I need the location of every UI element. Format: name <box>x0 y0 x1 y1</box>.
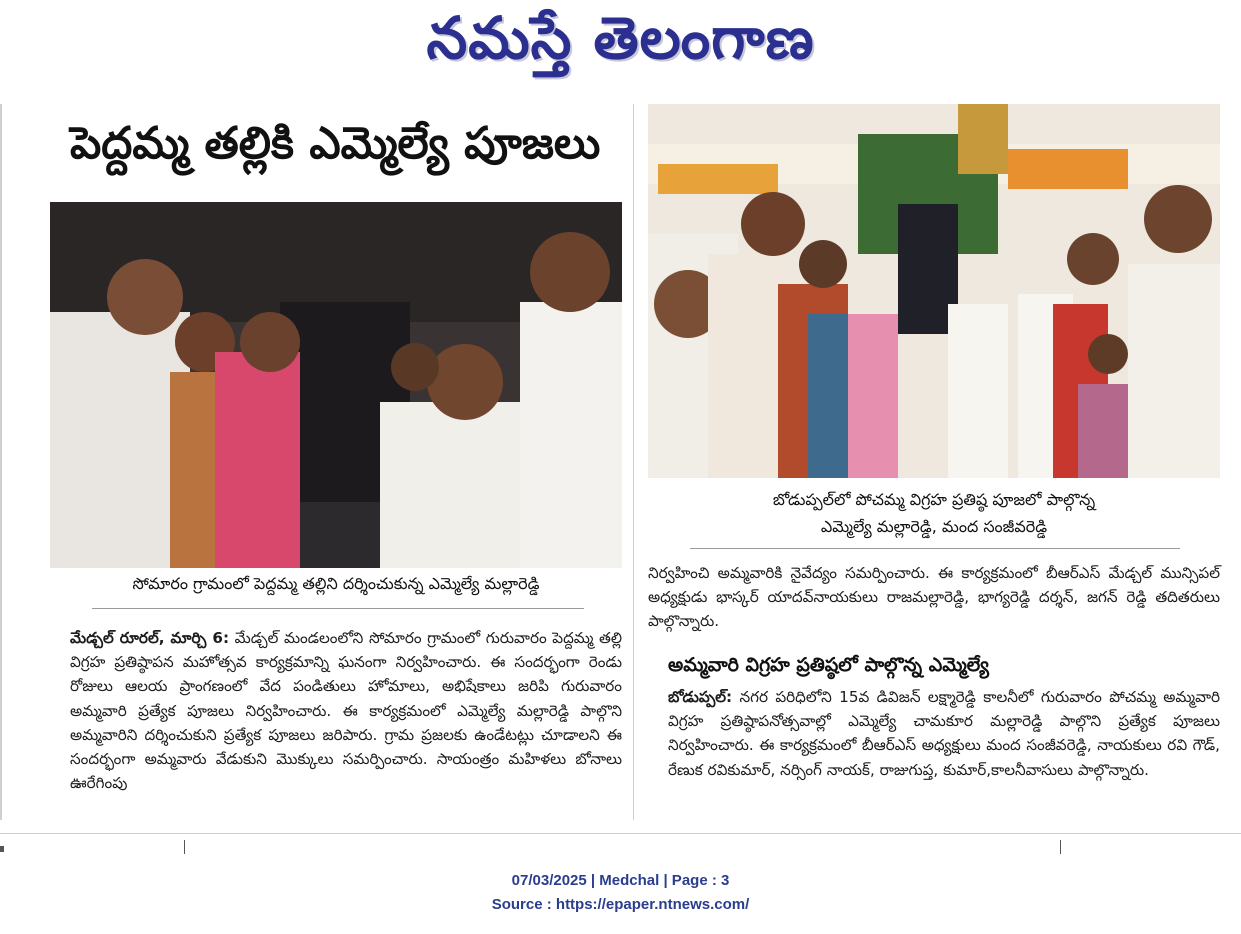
newspaper-logo: నమస్తే తెలంగాణ <box>426 4 815 72</box>
right-continuation-text: నిర్వహించి అమ్మవారికి నైవేద్యం సమర్పించారు. ఈ కార్యక్రమంలో బీఆర్ఎస్ మేడ్చల్ మున్సిపల్ అధ్యక్షుడు భాస్కర్ యాదవ్‌నాయకులు రాజమల్లారెడ్డి, భాగ్యరెడ్డి దర్శన్, జగన్ రెడ్డి తదితరులు పాల్గొన్నారు. <box>648 564 1220 631</box>
right-article-body <box>668 685 1220 782</box>
masthead <box>0 0 1241 96</box>
bottom-fragment-mid-rule <box>184 840 185 854</box>
left-article-body <box>70 626 622 795</box>
left-photo-caption: సోమారం గ్రామంలో పెద్దమ్మ తల్లిని దర్శించుకున్న ఎమ్మెల్యే మల్లారెడ్డి <box>132 574 540 593</box>
right-dateline: బోడుప్పల్: <box>668 688 733 706</box>
bottom-fragment-left <box>0 846 4 852</box>
footer-source-line: Source : https://epaper.ntnews.com/ <box>491 896 750 913</box>
right-body-text: నగర పరిధిలోని 15వ డివిజన్ లక్ష్మారెడ్డి కాలనీలో గురువారం పోచమ్మ అమ్మవారి విగ్రహ ప్రతిష్ఠాపనోత్సవాల్లో ఎమ్మెల్యే చామకూర మల్లారెడ్డి పాల్గొని ప్రత్యేక పూజలు నిర్వహించారు. ఈ కార్యక్రమంలో బీఆర్ఎస్ అధ్యక్షులు మంద సంజీవరెడ్డి, నాయకులు రవి గౌడ్, రేణుక రవికుమార్, నర్సింగ్ నాయక్, రాజుగుప్త, కుమార్,కాలనీవాసులు పాల్గొన్నారు. <box>668 688 1220 779</box>
left-headline: పెద్దమ్మ తల్లికి ఎమ్మెల్యే పూజలు <box>70 118 601 169</box>
bottom-rule <box>0 833 1241 834</box>
footer-date-line: 07/03/2025 | Medchal | Page : 3 <box>511 872 730 889</box>
left-dateline: మేడ్చల్ రూరల్, మార్చి 6: <box>70 629 230 647</box>
left-caption-rule <box>92 608 584 609</box>
left-article-photo <box>50 202 622 568</box>
right-caption-line-1: బోడుప్పల్‌లో పోచమ్మ విగ్రహ ప్రతిష్ఠ పూజలో పాల్గొన్న <box>772 490 1096 509</box>
right-caption-line-2: ఎమ్మెల్యే మల్లారెడ్డి, మంద సంజీవరెడ్డి <box>820 517 1048 536</box>
right-photo-caption <box>648 486 1220 540</box>
bottom-fragment-right-rule <box>1060 840 1061 854</box>
column-divider <box>633 104 634 820</box>
right-article-photo <box>648 104 1220 478</box>
right-subhead: అమ్మవారి విగ్రహ ప్రతిష్ఠలో పాల్గొన్న ఎమ్మెల్యే <box>668 654 989 676</box>
left-margin-rule <box>0 104 2 820</box>
right-caption-rule <box>690 548 1180 549</box>
left-body-text: మేడ్చల్ మండలంలోని సోమారం గ్రామంలో గురువారం పెద్దమ్మ తల్లి విగ్రహ ప్రతిష్ఠాపన మహోత్సవ కార్యక్రమాన్ని ఘనంగా నిర్వహించారు. ఈ సందర్భంగా రెండు రోజులు ఆలయ ప్రాంగణంలో వేద పండితులు హోమాలు, అభిషేకాలు జరిపి గురువారం అమ్మవారి ప్రత్యేక పూజలు నిర్వహించారు. ఈ కార్యక్రమంలో ఎమ్మెల్యే మల్లారెడ్డి పాల్గొని అమ్మవారిని దర్శించుకుని ప్రత్యేక పూజలు జరిపారు. గ్రామ ప్రజలకు ఉండేటట్లు చూడాలని ఈ సందర్భంగా అమ్మవారు వేడుకుని మొక్కులు సమర్పించారు. సాయంత్రం మహిళలు బోనాలు ఊరేగింపు <box>70 629 622 793</box>
